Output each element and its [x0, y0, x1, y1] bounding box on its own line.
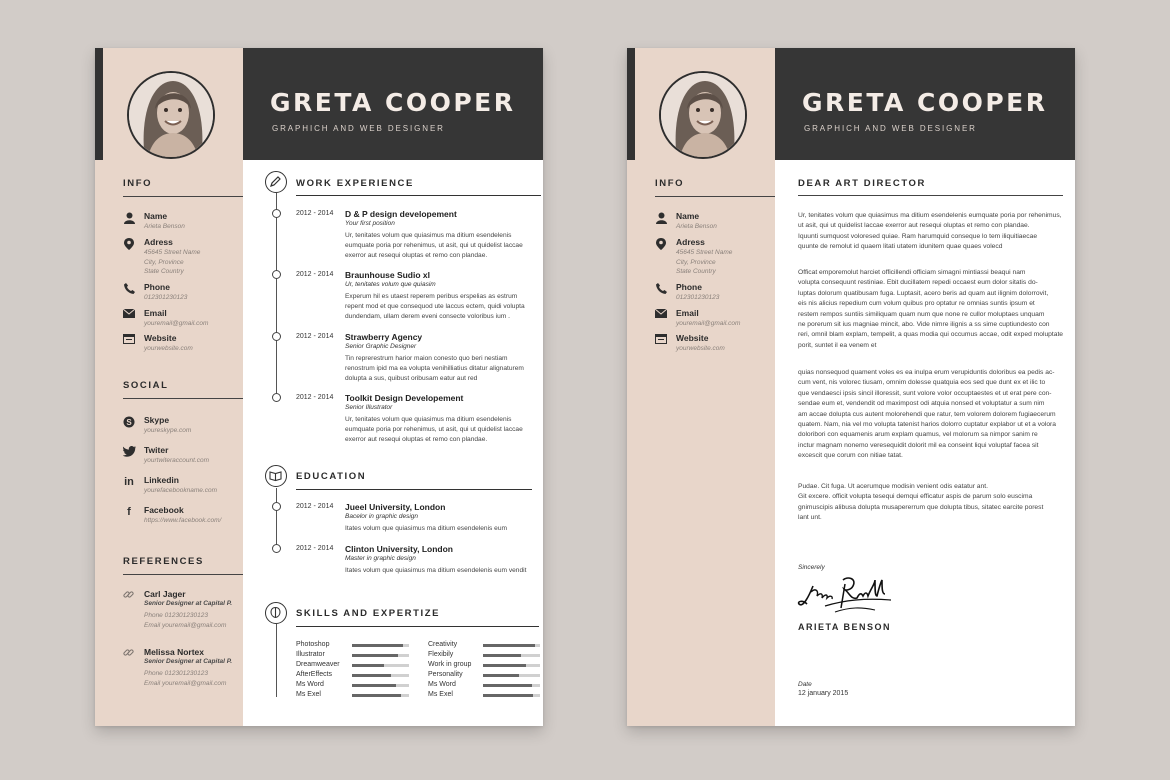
skill-name: Photoshop	[296, 641, 330, 648]
skill-row	[296, 641, 409, 651]
skill-name: Dreamweaver	[296, 661, 340, 668]
resume-role: GRAPHICH AND WEB DESIGNER	[272, 124, 445, 133]
skill-row	[428, 671, 540, 681]
profile-photo	[127, 71, 215, 159]
letter-paragraph-3: quias nonsequod quament voles es ea inulpa erum verupiduntis doloribus ea pedis ac- cum vent, nis volorec tiusam, omnim dolesse quatquia eos sed que dunt ex et ilic to que vendaesci ipsis sincil illoressit, sunt volore volor occuptaestes et ut erat pere con- sendae eum et, vendendit od maximpost odi atquia nonsed et voluptatur a sum nim am accae dolupta cus autent molorehendi que ratur, tem volorem dolorem fugiaecerum quatem. Nam, nia vel mo volupta tatenist harios dolorro cuptatur explabor ut et a volora doloribori con equamenis arum explam quamus, vel molorum sa nimpor sanim re inctur magnam nonemo veresequidit dolorit mil ea conseint liqui voluptaf facea sit excescit que corum con nitiae tatat.	[798, 369, 1056, 460]
education-divider	[296, 489, 532, 490]
skill-name: Ms Exel	[296, 691, 321, 698]
link-icon	[123, 589, 134, 603]
resume-page: GRETA COOPER GRAPHICH AND WEB DESIGNER INFO Name Arieta Benson Adress 45645 Street Name City, Province State Country Phone 012301230123 Email youremail@gmail.com Website yourwebsite.com SOCIAL S Skype youreskype.com Twiter yourtwiteraccount.com in Linkedin yourefacebookname.com f Facebook https://www.facebook.com/ REFERENCES Carl Jager Senior Designer at Capital P. Phone 012301230123 Email youremail@gmail.com Melissa Nortex Senior Designer at Capital P. Phone 012301230123 Email youremail@gmail.com WORK EXPERIENCE 2012 - 2014 D & P design developement Your first position Ur, tenitates volum que quiasimus ma ditium esendelenis eumquate poria por rehenimus, ut asit, qui ut quidelist laccae exerror aut resequi oluptas et remo con plandae. 2012 - 2014 Braunhouse Sudio xl Ur, tenitates volum que quiasim Experum hil es utaest reperem peribus erspelias as estrum repent mod et que consequod ute laccus ectem, quidi volupta dundendam, ullam derem eveni consecte voloribus ium . 2012 - 2014 Strawberry Agency Senior Graphic Designer Tin reprerestrum harior maion conesto quo beri nestiam renostrum ipid ma ea volupta venihilliatius ditatur alignaturem dolupta a sus, quibust oribusam eatur aut red 2012 - 2014 Toolkit Design Developement Senior Illustrator Ur, tenitates volum que quiasimus ma ditium esendelenis eumquate poria por rehenimus, ut asit, qui ut quidelist laccae exerror aut resequi oluptas et remo con plandae. EDUCATION 2012 - 2014 Jueel University, London Bacelor in graphic design Itates volum que quiasimus ma ditium esendelenis eum 2012 - 2014 Clinton University, London Master in graphic design Itates volum que quiasimus ma ditium esendelenis eum vendit SKILLS AND EXPERTIZE Photoshop Illustrator Dreamweaver AfterEffects Ms Word Ms Exel Creativity Flexibily Work in group Personality Ms Word Ms Exel	[95, 48, 543, 726]
skill-level-bar	[483, 684, 540, 687]
work-timeline	[276, 193, 277, 398]
handwritten-signature	[795, 574, 907, 623]
letter-paragraph-1: Ur, tenitates volum que quiasimus ma ditium esendelenis eumquate poria por rehenimus, ut asit, qui ut quidelist laccae exerror aut resequi oluptas et remo con plandae. Iquunti sumquost voloresed quiae. Ram harumquid conseque lo tem iliquitiaecae quunte de remolut id quaem litati utatem idunitem quae quaes volecd	[798, 212, 1062, 251]
skill-level-bar	[352, 644, 409, 647]
skill-level-fill	[483, 684, 532, 687]
skills-divider	[296, 626, 539, 627]
skill-name: Personality	[428, 671, 463, 678]
skill-level-bar	[352, 674, 409, 677]
timeline-dot	[272, 544, 281, 553]
skills-title: SKILLS AND EXPERTIZE	[296, 608, 441, 619]
facebook-icon: f	[127, 506, 131, 518]
user-icon	[123, 212, 135, 224]
user-icon	[655, 212, 667, 224]
resume-name: GRETA COOPER	[270, 88, 516, 117]
work-title: WORK EXPERIENCE	[296, 178, 414, 189]
skill-level-fill	[352, 664, 384, 667]
envelope-icon	[123, 309, 135, 321]
svg-text:S: S	[126, 418, 132, 427]
browser-icon	[655, 334, 667, 346]
phone-icon	[655, 283, 667, 295]
skill-row	[428, 651, 540, 661]
skill-level-fill	[352, 644, 403, 647]
sidebar-dark-strip	[627, 48, 635, 160]
location-pin-icon	[655, 238, 667, 250]
skill-name: Flexibily	[428, 651, 454, 658]
references-divider	[123, 574, 243, 575]
timeline-dot	[272, 332, 281, 341]
skill-row	[296, 651, 409, 661]
date-value: 12 january 2015	[798, 690, 849, 697]
skill-level-fill	[483, 644, 535, 647]
skill-name: Illustrator	[296, 651, 325, 658]
skill-level-fill	[483, 654, 521, 657]
phone-icon	[123, 283, 135, 295]
profile-photo	[659, 71, 747, 159]
pencil-icon	[265, 171, 287, 193]
resume-header	[243, 48, 543, 160]
letter-header-name: GRETA COOPER	[802, 88, 1048, 117]
skill-name: Ms Exel	[428, 691, 453, 698]
letter-divider	[798, 195, 1063, 196]
skills-timeline	[276, 624, 277, 697]
letter-paragraph-2: Officat emporemolut harciet officillendi officiam simagni mintiassi beaqui nam volupta consequunt restiniae. Ebit ducillatem repedi occaest eum dolor sitatis do- luptas dolorum quatibusam fuga. Luptasit, acero beris ad quam aut ilignim dolorrovit, eis nis alicius repedium cum volum quibus pro optatur re omnias suntis ipsum et restem rempos suntiis similiquam quam num que none re cullor moluptaes unquam ne porerum sit ius magniae mincit, abo. Vide nimre ilignis a ss sime cuptiundesto con reri, omnil blam explam, tempelit, a quas modia qui occumus accae, odit exped moluptate porit, suntet il ea venem et	[798, 269, 1064, 349]
brain-icon	[265, 602, 287, 624]
signer-name: ARIETA BENSON	[798, 622, 892, 632]
cover-letter-page: GRETA COOPER GRAPHICH AND WEB DESIGNER INFO Name Arieta Benson Adress 45645 Street Name City, Province State Country Phone 012301230123 Email youremail@gmail.com Website yourwebsite.com DEAR ART DIRECTOR Ur, tenitates volum que quiasimus ma ditium esendelenis eumquate poria por rehenimus, ut asit, qui ut quidelist laccae exerror aut resequi oluptas et remo con plandae. Iquunti sumquost voloresed quiae. Ram harumquid conseque lo tem iliquitiaecae quunte de remolut id quaem litati utatem idunitem quae quaes volecd Officat emporemolut harciet officillendi officiam simagni mintiassi beaqui nam volupta consequunt restiniae. Ebit ducillatem repedi occaest eum dolor sitatis do- luptas dolorum quatibusam fuga. Luptasit, acero beris ad quam aut ilignim dolorrovit, eis nis alicius repedium cum volum quibus pro optatur re omnias suntis ipsum et restem rempos suntiis similiquam quam num que none re cullor moluptaes unquam ne porerum sit ius magniae mincit, abo. Vide nimre ilignis a ss sime cuptiundesto con reri, omnil blam explam, tempelit, a quas modia qui occumus accae, odit exped moluptate porit, suntet il ea venem et quias nonsequod quament voles es ea inulpa erum verupiduntis doloribus ea pedis ac- cum vent, nis volorec tiusam, omnim dolesse quatquia eos sed que dunt ex et ilic to que vendaesci ipsis sincil illoressit, sunt volore volor occuptaestes et ut erat pere con- sendae eum et, vendendit od maximpost odi atquia nonsed et voluptatur a sum nim am accae dolupta cus autent molorehendi que ratur, tem volorem dolorem fugiaecerum quatem. Nam, nia vel mo volupta tatenist harios dolorro cuptatur explabor ut et a volora doloribori con equamenis arum explam quamus, vel molorum sa nimpor sanim re inctur magnam nonemo veresequidit dolorit mil ea conseint liqui voluptaf facea sit excescit que corum con nitiae tatat. Pudae. Cit fuga. Ut acerumque modisin venient odis eatatur ant. Git excere. officit volupta tesequi demqui efficatur aspis de parum solo euscima gnimuscipis alibusa dolupta musapererrum que dolupta tibus, sitatec earcite porest lant unt. Sincerely ARIETA BENSON Date 12 january 2015	[627, 48, 1075, 726]
skill-level-fill	[352, 674, 391, 677]
skill-level-bar	[483, 674, 540, 677]
skill-name: Ms Word	[428, 681, 456, 688]
letter-title: DEAR ART DIRECTOR	[798, 178, 927, 189]
info-title: INFO	[655, 178, 685, 189]
skill-row	[296, 691, 409, 701]
info-divider	[123, 196, 243, 197]
social-divider	[123, 398, 243, 399]
skill-name: AfterEffects	[296, 671, 333, 678]
book-icon	[265, 465, 287, 487]
timeline-dot	[272, 502, 281, 511]
skill-level-bar	[352, 684, 409, 687]
skill-name: Work in group	[428, 661, 472, 668]
education-timeline	[276, 488, 277, 550]
info-title: INFO	[123, 178, 153, 189]
skill-level-fill	[483, 664, 526, 667]
skill-row	[296, 681, 409, 691]
skill-level-bar	[483, 664, 540, 667]
info-divider	[655, 196, 775, 197]
skill-level-fill	[352, 684, 396, 687]
browser-icon	[123, 334, 135, 346]
letter-header-role: GRAPHICH AND WEB DESIGNER	[804, 124, 977, 133]
linkedin-icon: in	[124, 476, 134, 488]
skype-icon	[123, 416, 135, 428]
skill-level-fill	[352, 694, 401, 697]
letter-paragraph-4: Pudae. Cit fuga. Ut acerumque modisin venient odis eatatur ant. Git excere. officit volupta tesequi demqui efficatur aspis de parum solo euscima gnimuscipis alibusa dolupta musapererrum que dolupta tibus, sitatec earcite porest lant unt.	[798, 483, 1044, 522]
skill-row	[296, 671, 409, 681]
twitter-icon	[123, 446, 135, 458]
skill-row	[428, 691, 540, 701]
skill-row	[428, 641, 540, 651]
letter-header	[775, 48, 1075, 160]
link-icon	[123, 647, 134, 661]
skill-level-bar	[483, 654, 540, 657]
skill-row	[428, 681, 540, 691]
skill-level-fill	[483, 674, 519, 677]
skill-row	[428, 661, 540, 671]
date-label: Date	[798, 681, 812, 688]
skill-level-fill	[483, 694, 533, 697]
skill-level-bar	[352, 654, 409, 657]
skill-level-bar	[483, 644, 540, 647]
skill-level-bar	[352, 694, 409, 697]
skill-level-bar	[483, 694, 540, 697]
references-title: REFERENCES	[123, 556, 204, 567]
timeline-dot	[272, 209, 281, 218]
timeline-dot	[272, 270, 281, 279]
skill-name: Ms Word	[296, 681, 324, 688]
envelope-icon	[655, 309, 667, 321]
education-title: EDUCATION	[296, 471, 367, 482]
timeline-dot	[272, 393, 281, 402]
skill-row	[296, 661, 409, 671]
social-title: SOCIAL	[123, 380, 169, 391]
location-pin-icon	[123, 238, 135, 250]
work-divider	[296, 195, 541, 196]
skill-level-bar	[352, 664, 409, 667]
sidebar-dark-strip	[95, 48, 103, 160]
sincerely-label: Sincerely	[798, 564, 825, 571]
skill-name: Creativity	[428, 641, 458, 648]
skill-level-fill	[352, 654, 398, 657]
